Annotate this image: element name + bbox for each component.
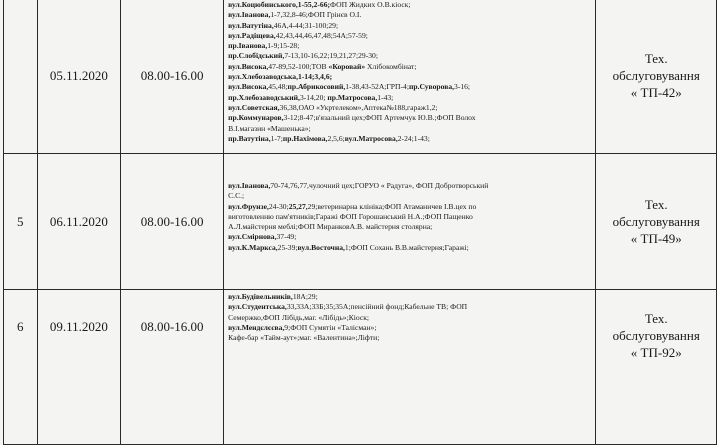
outage-schedule-table bbox=[3, 0, 717, 445]
row-number bbox=[4, 0, 38, 154]
address-segment: Семержко,ФОП Лібідь,маг. «Лібідь»;Кіоск; bbox=[228, 312, 370, 322]
address-line bbox=[228, 243, 591, 253]
work-type-cell bbox=[596, 0, 717, 154]
address-segment: пр.Іванова, bbox=[228, 41, 268, 51]
address-segment: вул.Ватутіна, bbox=[228, 20, 274, 30]
address-segment: 33,33А;33Б;35;35А;пенсійний фонд;Кабельне ТВ; ФОП bbox=[286, 302, 468, 312]
address-segment: вул.Студентська, bbox=[228, 302, 287, 312]
address-segment: пр.Хлебозаводський, bbox=[228, 92, 300, 102]
work-type-line: обслуговування bbox=[612, 214, 700, 229]
address-segment: вул.Советская, bbox=[228, 102, 280, 112]
address-segment: вул.Іванова, bbox=[228, 181, 271, 190]
row-number: 6 bbox=[4, 290, 38, 445]
address-segment: пр.Суворова, bbox=[408, 82, 455, 92]
address-line bbox=[228, 10, 591, 20]
addresses-cell bbox=[224, 154, 596, 290]
date-cell: 09.11.2020 bbox=[37, 290, 121, 445]
address-segment: 46А,4-44;31-100;29; bbox=[273, 20, 339, 30]
work-type-line: Тех. bbox=[644, 311, 668, 326]
address-line bbox=[228, 62, 591, 72]
address-segment: пр.Слобідський, bbox=[228, 51, 285, 61]
address-segment: 25,27, bbox=[288, 201, 308, 211]
address-segment: С.С.; bbox=[228, 191, 245, 201]
address-segment: Кафе-бар «Тайм-аут»;маг. «Валентина»;Ліфти; bbox=[228, 333, 380, 343]
table-row bbox=[4, 0, 717, 154]
address-segment: пр.Абрикосовий, bbox=[287, 82, 346, 92]
address-segment: 25-39; bbox=[277, 242, 298, 252]
address-line bbox=[228, 333, 591, 343]
address-segment: 1-7; bbox=[270, 133, 283, 143]
address-segment: виготовленню пам'ятників;Гаражі ФОП Горошанський Н.А.;ФОП Пащенко bbox=[228, 211, 473, 221]
address-line bbox=[228, 302, 591, 312]
address-line bbox=[228, 232, 591, 242]
time-cell: 08.00-16.00 bbox=[121, 290, 224, 445]
address-segment: А.Л.майстерня меблі;ФОП МиранковА.В. майстерня столярна; bbox=[228, 222, 433, 232]
address-segment: 1-9;15-28; bbox=[267, 41, 300, 51]
address-line bbox=[228, 72, 591, 82]
date-cell: 06.11.2020 bbox=[37, 154, 121, 290]
address-line bbox=[228, 191, 591, 201]
address-line bbox=[228, 113, 591, 123]
address-segment: 36,38,ОАО «Укртелеком»,Аптека№188,гараж1,2; bbox=[279, 102, 438, 112]
address-segment: вул.Матросова, bbox=[344, 133, 398, 143]
address-segment: 1-7,32,8-46;ФОП Грінєв О.І. bbox=[270, 10, 362, 20]
work-type-line: « ТП-42» bbox=[630, 85, 682, 100]
time-cell: 08.00-16.00 bbox=[121, 0, 224, 154]
address-line bbox=[228, 202, 591, 212]
address-line bbox=[228, 292, 591, 302]
address-line bbox=[228, 21, 591, 31]
address-segment: 1-43; bbox=[377, 92, 394, 102]
address-segment: В.І.магазин «Машенька»; bbox=[228, 123, 311, 133]
address-segment: вул.Смірнова, bbox=[228, 232, 277, 242]
address-segment: пр.Матросова, bbox=[327, 92, 378, 102]
date-cell: 05.11.2020 bbox=[37, 0, 121, 154]
address-segment: 9;ФОП Сумятін «Талісман»; bbox=[284, 322, 377, 332]
address-line bbox=[228, 313, 591, 323]
time-cell: 08.00-16.00 bbox=[121, 154, 224, 290]
address-segment: 18А;29; bbox=[292, 292, 318, 301]
address-segment: 3-16; bbox=[454, 82, 471, 92]
table-row bbox=[4, 154, 717, 290]
address-segment: вул.Восточна, bbox=[297, 242, 345, 252]
address-segment: вул.Іванова, bbox=[228, 10, 271, 20]
address-segment: 7-13,10-16,22;19,21,27;29-30; bbox=[284, 51, 378, 61]
address-segment: 1-38,43-52А;ГРП-4; bbox=[345, 82, 409, 92]
address-segment: 3-14,20; bbox=[299, 92, 328, 102]
address-line bbox=[228, 82, 591, 92]
address-line bbox=[228, 93, 591, 103]
address-segment: 3-12;8-47;в'язальний цех;ФОП Артемчук Ю.В.;ФОП Волох bbox=[283, 113, 476, 123]
address-segment: пр.Нахімова, bbox=[282, 133, 328, 143]
addresses-cell bbox=[224, 290, 596, 445]
address-segment: 24-30; bbox=[268, 201, 289, 211]
address-line bbox=[228, 51, 591, 61]
address-segment: вул.Мендєлєєва, bbox=[228, 322, 285, 332]
address-segment: вул.Висока, bbox=[228, 61, 269, 71]
address-line bbox=[228, 181, 591, 191]
address-segment: 2-24;1-43; bbox=[397, 133, 430, 143]
address-line bbox=[228, 323, 591, 333]
address-segment: 37-49; bbox=[276, 232, 297, 242]
address-segment: вул.Висока, bbox=[228, 82, 269, 92]
address-line bbox=[228, 31, 591, 41]
address-segment: 2,5,6; bbox=[327, 133, 345, 143]
work-type-line: обслуговування bbox=[612, 68, 700, 83]
address-segment: 1;ФОП Сохань В.В.майстерня;Гаражі; bbox=[344, 242, 469, 252]
address-line bbox=[228, 103, 591, 113]
address-segment: «Коровай» bbox=[328, 61, 366, 71]
work-type-cell bbox=[596, 154, 717, 290]
address-line bbox=[228, 212, 591, 222]
address-line bbox=[228, 0, 591, 10]
work-type-cell bbox=[596, 290, 717, 445]
address-segment: ФОП Жидких О.В.кіоск; bbox=[330, 0, 411, 9]
address-segment: 70-74,76,77,чулочний цех;ГОРУО « Радуга», ФОП Добротворський bbox=[270, 181, 489, 190]
address-line bbox=[228, 124, 591, 134]
address-segment: 42,43,44,46,47,48;54А;57-59; bbox=[275, 30, 368, 40]
address-segment: вул.Хлебозаводська,1-14;3,4,6; bbox=[228, 72, 333, 82]
address-segment: 45,48; bbox=[268, 82, 288, 92]
address-segment: пр.Коммунаров, bbox=[228, 113, 284, 123]
address-segment: вул.Коцюбинського,1-55,2-66; bbox=[228, 0, 331, 9]
address-segment: Хлібокомбінат; bbox=[365, 61, 417, 71]
work-type-line: Тех. bbox=[644, 197, 668, 212]
addresses-cell bbox=[224, 0, 596, 154]
work-type-line: « ТП-92» bbox=[630, 345, 682, 360]
row-number: 5 bbox=[4, 154, 38, 290]
address-line bbox=[228, 134, 591, 144]
work-type-line: обслуговування bbox=[612, 328, 700, 343]
address-segment: вул.Радіщева, bbox=[228, 30, 276, 40]
address-segment: пр.Ватутіна, bbox=[228, 133, 271, 143]
address-segment: вул.Будівельників, bbox=[228, 292, 293, 301]
address-segment: вул.Фрунзе, bbox=[228, 201, 269, 211]
address-line bbox=[228, 222, 591, 232]
address-line bbox=[228, 41, 591, 51]
address-segment: 47-89,52-100;ТОВ bbox=[268, 61, 329, 71]
address-segment: вул.К.Маркса, bbox=[228, 242, 278, 252]
work-type-line: Тех. bbox=[644, 51, 668, 66]
address-segment: 29;ветеринарна клініка;ФОП Атаманичев І.В.цех по bbox=[307, 201, 477, 211]
table-row bbox=[4, 290, 717, 445]
work-type-line: « ТП-49» bbox=[630, 231, 682, 246]
